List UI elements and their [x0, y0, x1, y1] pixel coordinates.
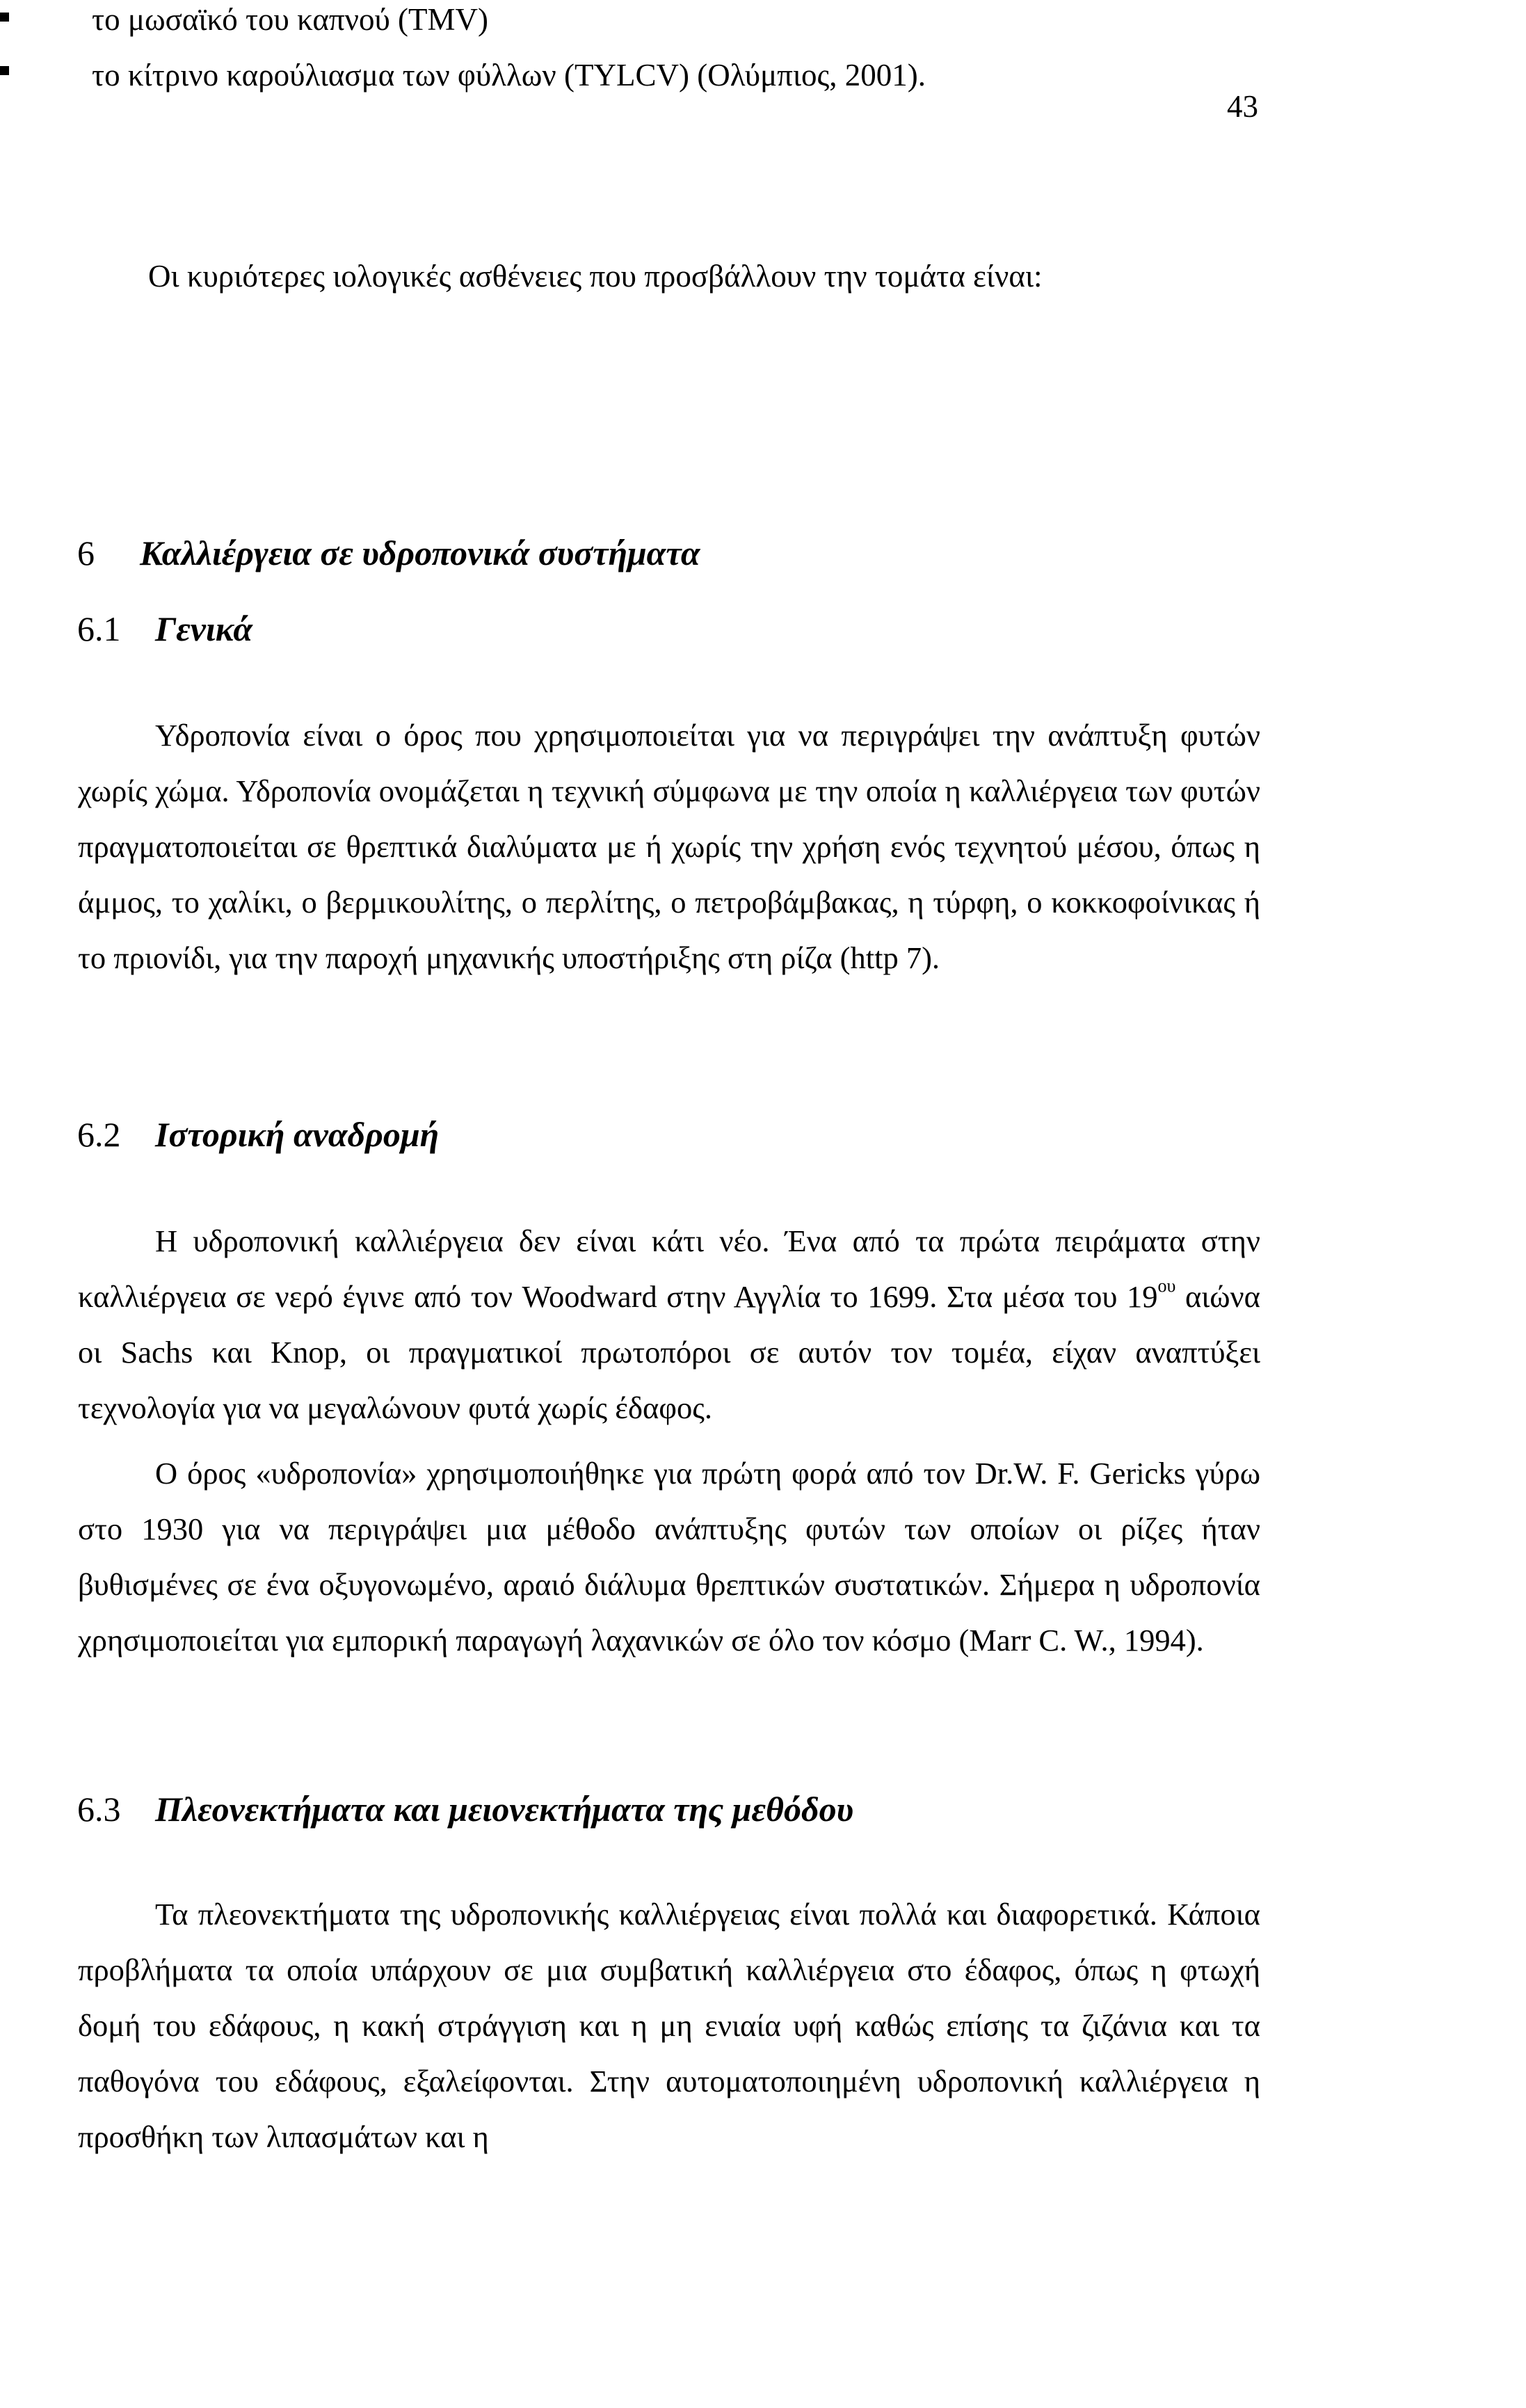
section-heading-6-2 [77, 1114, 439, 1155]
section-number: 6.3 [77, 1790, 121, 1829]
chapter-title: Καλλιέργεια σε υδροπονικά συστήματα [140, 533, 700, 572]
list-item: το κίτρινο καρούλιασμα των φύλλων (TYLCV) (Ολύμπιος, 2001). [0, 56, 1526, 111]
paragraph-text: αιώνα οι Sachs και Knop, οι πραγματικοί πρωτοπόροι σε αυτόν τον τομέα, είχαν αναπτύξει τεχνολογία για να μεγαλώνουν φυτά χωρίς έδαφος. [78, 1279, 1260, 1425]
section-6-3-paragraph: Τα πλεονεκτήματα της υδροπονικής καλλιέργειας είναι πολλά και διαφορετικά. Κάποια προβλήματα τα οποία υπάρχουν σε μια συμβατική καλλιέργεια στο έδαφος, όπως η φτωχή δομή του εδάφους, η κακή στράγγιση και η μη ενιαία υφή καθώς επίσης τα ζιζάνια και τα παθογόνα του εδάφους, εξαλείφονται. Στην αυτοματοποιημένη υδροπονική καλλιέργεια η προσθήκη των λιπασμάτων και η [78, 1897, 1260, 2154]
page-number: 43 [1227, 89, 1258, 124]
virus-list [0, 0, 1526, 111]
section-6-2-paragraph-1 [78, 1213, 1260, 1436]
section-heading-6-1 [77, 609, 252, 649]
chapter-number: 6 [77, 533, 95, 572]
section-6-1-paragraph: Υδροπονία είναι ο όρος που χρησιμοποιείται για να περιγράψει την ανάπτυξη φυτών χωρίς χώμα. Υδροπονία ονομάζεται η τεχνική σύμφωνα με την οποία η καλλιέργεια των φυτών πραγματοποιείται σε θρεπτικά διαλύματα με ή χωρίς την χρήση ενός τεχνητού μέσου, όπως η άμμος, το χαλίκι, ο βερμικουλίτης, ο περλίτης, ο πετροβάμβακας, η τύρφη, ο κοκκοφοίνικας ή το πριονίδι, για την παροχή μηχανικής υποστήριξης στη ρίζα (http 7). [78, 718, 1260, 975]
section-title: Ιστορική αναδρομή [155, 1115, 440, 1154]
superscript: ου [1157, 1276, 1176, 1296]
section-6-2-paragraph-2: Ο όρος «υδροπονία» χρησιμοποιήθηκε για πρώτη φορά από τον Dr.W. F. Gericks γύρω στο 1930 για να περιγράψει μια μέθοδο ανάπτυξης φυτών των οποίων οι ρίζες ήταν βυθισμένες σε ένα οξυγονωμένο, αραιό διάλυμα θρεπτικών συστατικών. Σήμερα η υδροπονία χρησιμοποιείται για εμπορική παραγωγή λαχανικών σε όλο τον κόσμο (Marr C. W., 1994). [78, 1456, 1260, 1657]
section-heading-6-3 [77, 1789, 853, 1829]
intro-text: Οι κυριότερες ιολογικές ασθένειες που προσβάλλουν την τομάτα είναι: [148, 259, 1043, 294]
paragraph-text: Η υδροπονική καλλιέργεια δεν είναι κάτι νέο. Ένα από τα πρώτα πειράματα στην καλλιέργεια σε νερό έγινε από τον Woodward στην Αγγλία το 1699. Στα μέσα του 19 [78, 1223, 1260, 1314]
chapter-heading [77, 533, 700, 573]
list-item: το μωσαϊκό του καπνού (TMV) [0, 0, 1526, 56]
section-title: Γενικά [155, 609, 252, 648]
section-number: 6.2 [77, 1115, 121, 1154]
section-number: 6.1 [77, 609, 121, 648]
section-title: Πλεονεκτήματα και μειονεκτήματα της μεθόδου [155, 1790, 854, 1829]
